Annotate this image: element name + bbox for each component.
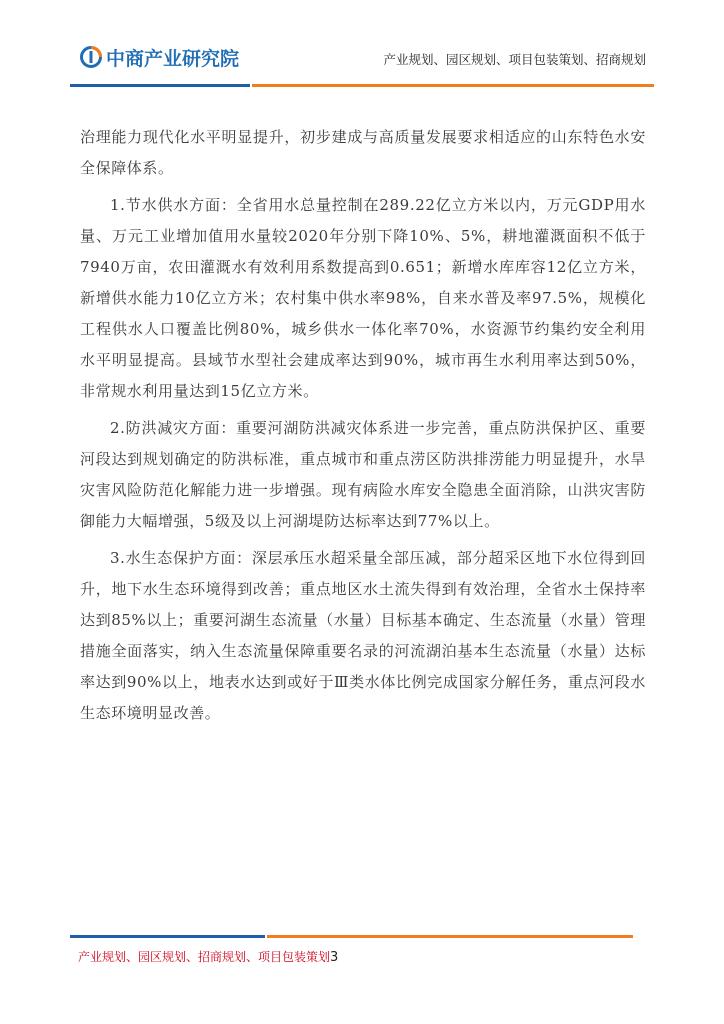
paragraph-ecology: 3.水生态保护方面：深层承压水超采量全部压减，部分超采区地下水位得到回升，地下水生态环境得到改善；重点地区水土流失得到有效治理，全省水土保持率达到85%以上；重要河湖生态流量（水量）目标基本确定、生态流量（水量）管理措施全面落实，纳入生态流量保障重要名录的河流湖泊基本生态流量（水量）达标率达到90%以上，地表水达到或好于Ⅲ类水体比例完成国家分解任务，重点河段水生态环境明显改善。 <box>80 549 646 722</box>
paragraph-intro: 治理能力现代化水平明显提升，初步建成与高质量发展要求相适应的山东特色水安全保障体系。 <box>80 128 646 177</box>
paragraph-water-saving: 1.节水供水方面：全省用水总量控制在289.22亿立方米以内，万元GDP用水量、万元工业增加值用水量较2020年分别下降10%、5%，耕地灌溉面积不低于7940万亩，农田灌溉水有效利用系数提高到0.651；新增水库库容12亿立方米，新增供水能力10亿立方米；农村集中供水率98%，自来水普及率97.5%，规模化工程供水人口覆盖比例80%，城乡供水一体化率70%，水资源节约集约安全利用水平明显提高。县域节水型社会建成率达到90%，城市再生水利用率达到50%，非常规水利用量达到15亿立方米。 <box>80 196 646 400</box>
page-number: 3 <box>330 950 339 965</box>
page-footer <box>78 948 338 965</box>
logo-text: 中商产业研究院 <box>106 47 240 70</box>
footer-text: 产业规划、园区规划、招商规划、项目包装策划 <box>78 950 331 964</box>
footer-rule-orange <box>267 935 633 938</box>
header-tagline: 产业规划、园区规划、项目包装策划、招商规划 <box>383 52 646 67</box>
header-rule-blue <box>70 84 250 87</box>
page-header <box>0 0 724 90</box>
company-logo-icon <box>80 46 102 68</box>
logo <box>80 44 239 70</box>
paragraph-flood-control: 2.防洪减灾方面：重要河湖防洪减灾体系进一步完善，重点防洪保护区、重要河段达到规划确定的防洪标准，重点城市和重点涝区防洪排涝能力明显提升，水旱灾害风险防范化解能力进一步增强。现有病险水库安全隐患全面消除，山洪灾害防御能力大幅增强，5级及以上河湖堤防达标率达到77%以上。 <box>80 419 646 530</box>
footer-rule-blue <box>70 935 265 938</box>
header-rule-orange <box>252 84 654 87</box>
document-body <box>80 122 646 729</box>
